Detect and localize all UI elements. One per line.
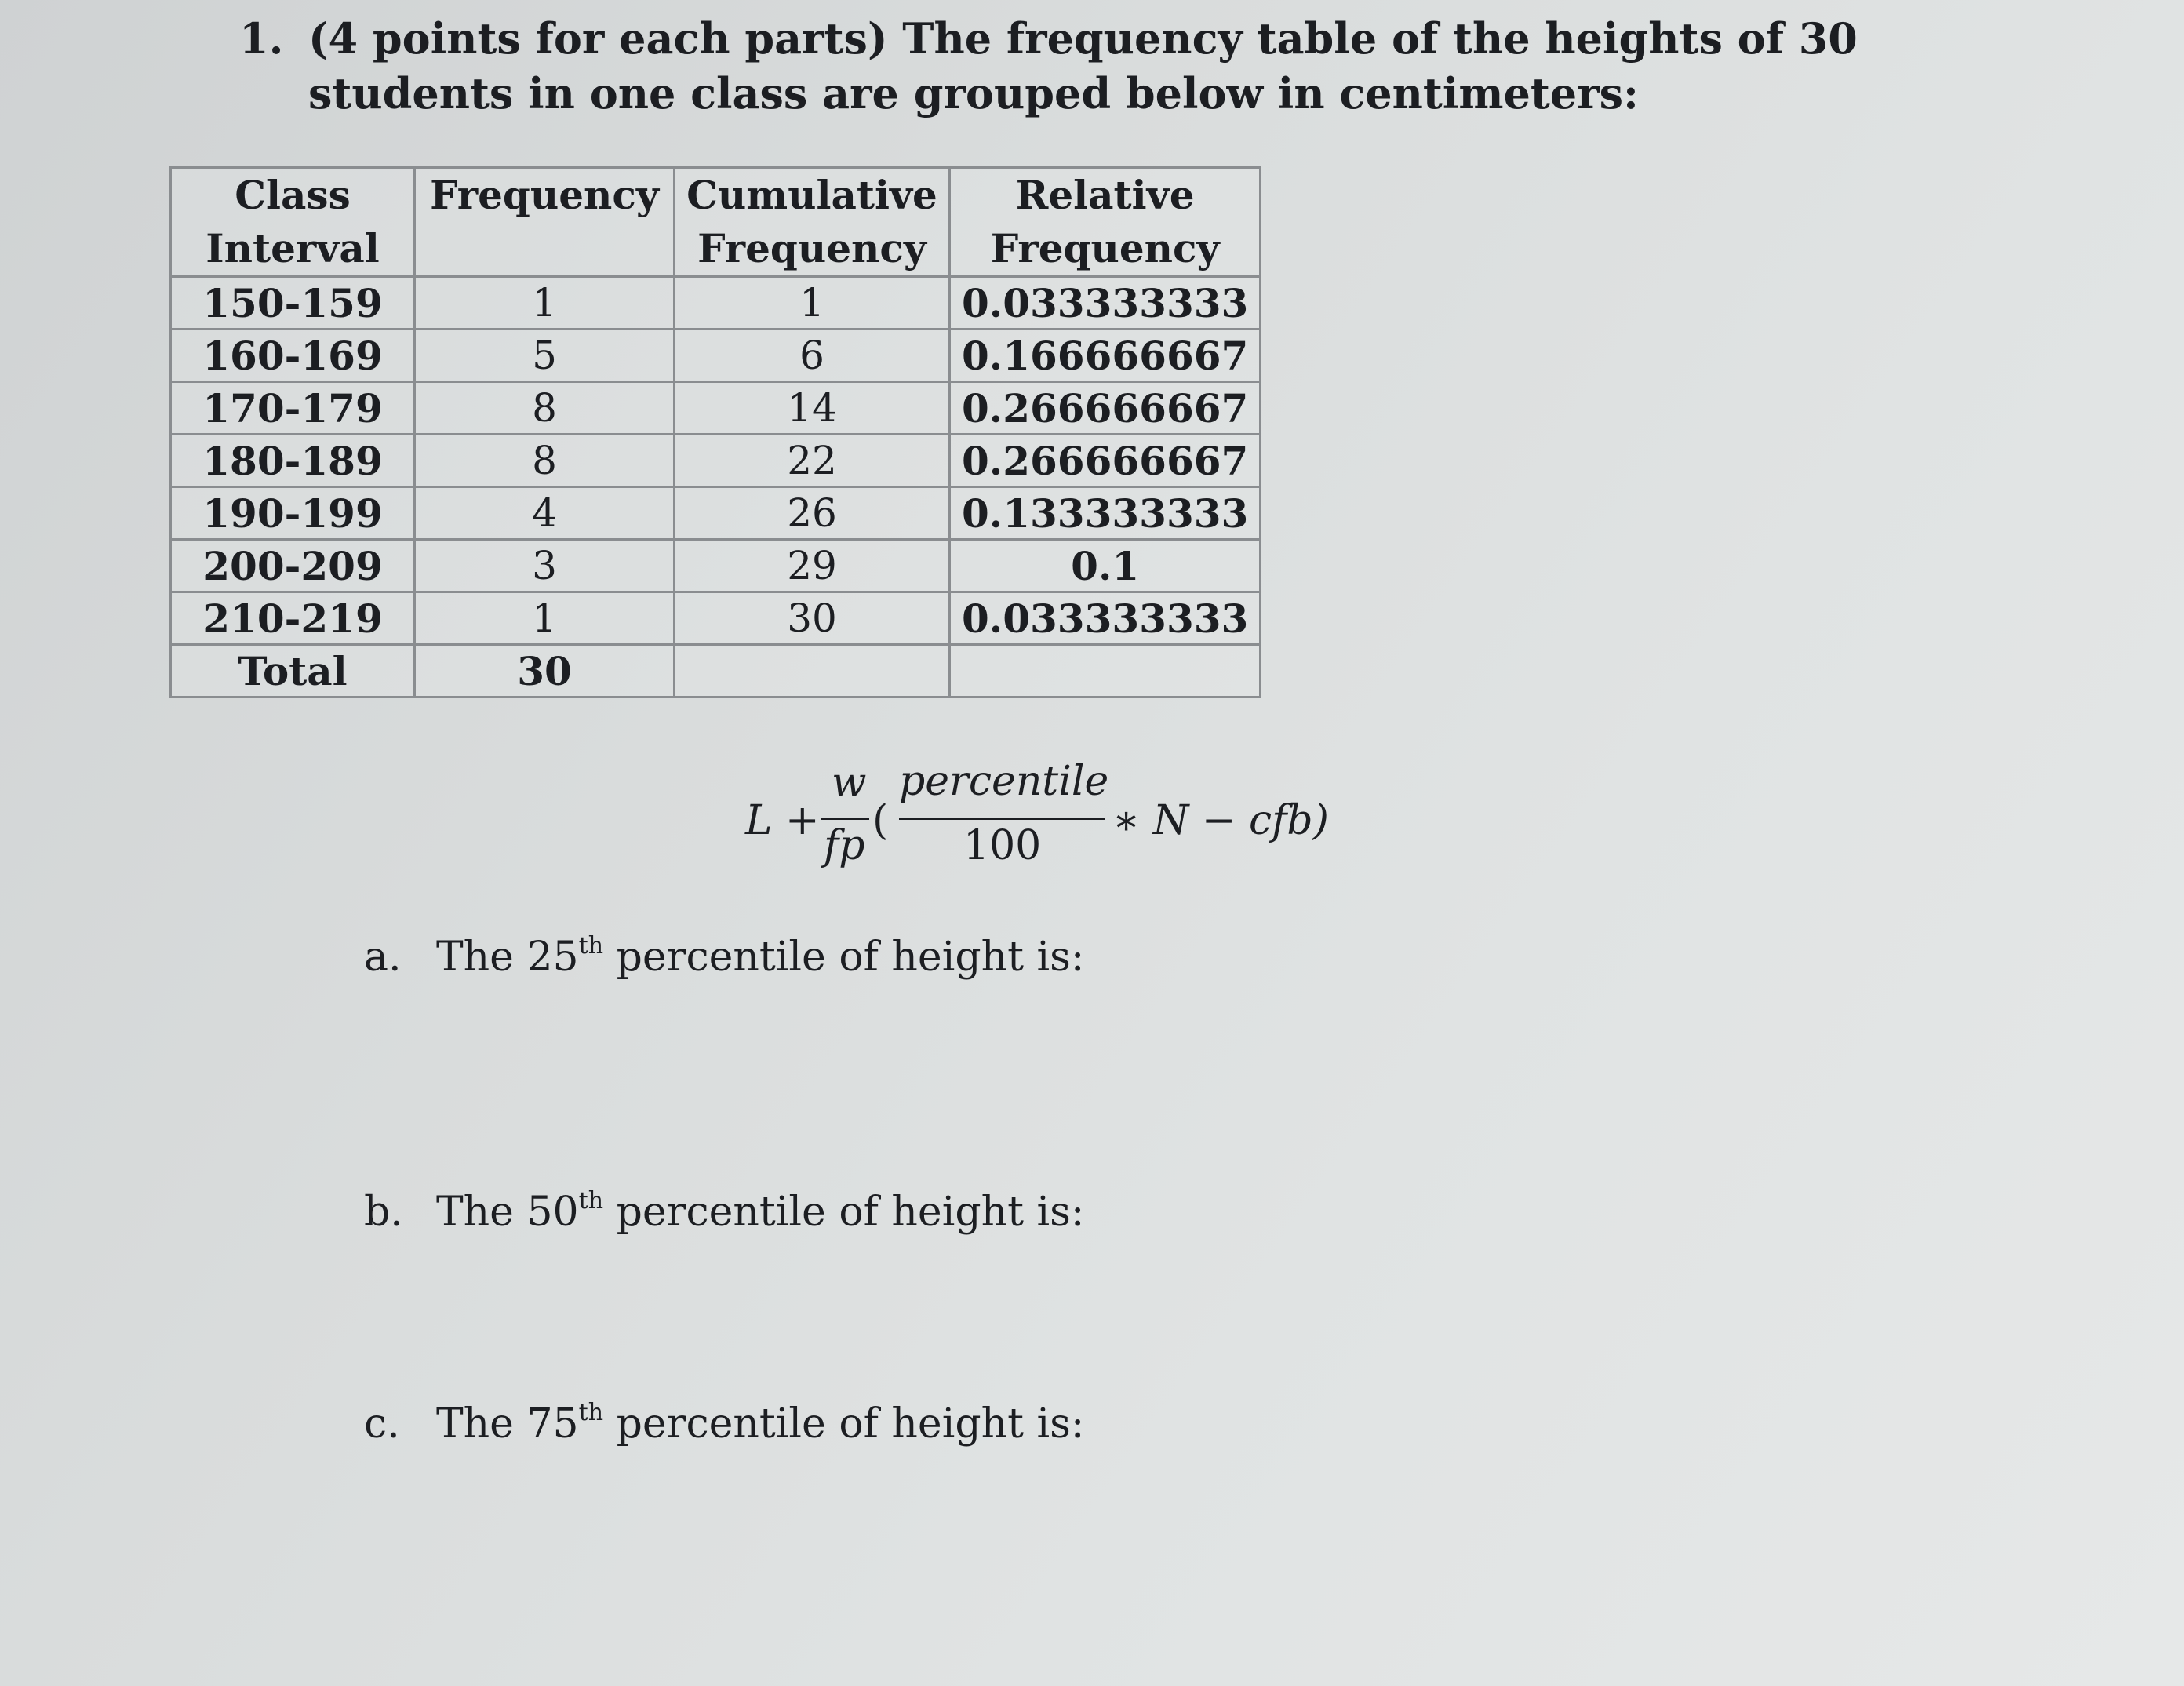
table-total-row <box>171 645 1261 697</box>
part-letter: a. <box>364 934 402 981</box>
table-row <box>171 592 1261 645</box>
class-interval-cell: 200-209 <box>171 540 415 592</box>
relative-frequency-cell: 0.133333333 <box>950 487 1261 540</box>
relative-frequency-cell: 0.033333333 <box>950 592 1261 645</box>
part-letter: b. <box>364 1189 403 1236</box>
cumulative-frequency-cell: 30 <box>675 592 950 645</box>
formula-fp: fp <box>824 822 865 869</box>
formula-fraction-bar-2 <box>899 818 1105 820</box>
relative-frequency-cell: 0.166666667 <box>950 330 1261 382</box>
frequency-cell: 5 <box>415 330 675 382</box>
total-label-cell: Total <box>171 645 415 697</box>
header-cumulative-frequency: Cumulative Frequency <box>675 168 950 277</box>
frequency-table <box>169 166 1261 698</box>
frequency-cell: 3 <box>415 540 675 592</box>
formula-open-paren: ( <box>872 797 889 844</box>
part-a: a. The 25th percentile of height is: <box>364 932 1085 981</box>
part-c: c. The 75th percentile of height is: <box>364 1399 1085 1447</box>
formula-lead: L + <box>745 797 820 844</box>
total-cumulative-cell <box>675 645 950 697</box>
question-heading <box>239 11 2044 121</box>
frequency-cell: 8 <box>415 382 675 435</box>
part-b: b. The 50th percentile of height is: <box>364 1187 1085 1236</box>
formula-w: w <box>832 759 867 807</box>
total-relative-cell <box>950 645 1261 697</box>
relative-frequency-cell: 0.266666667 <box>950 435 1261 487</box>
relative-frequency-cell: 0.1 <box>950 540 1261 592</box>
table-row <box>171 487 1261 540</box>
formula-percentile: percentile <box>899 758 1109 805</box>
question-number: 1. <box>239 13 284 64</box>
frequency-cell: 1 <box>415 592 675 645</box>
class-interval-cell: 210-219 <box>171 592 415 645</box>
frequency-cell: 4 <box>415 487 675 540</box>
frequency-cell: 8 <box>415 435 675 487</box>
cumulative-frequency-cell: 6 <box>675 330 950 382</box>
class-interval-cell: 170-179 <box>171 382 415 435</box>
header-relative-frequency: Relative Frequency <box>950 168 1261 277</box>
formula-tail: ∗ N − cfb) <box>1112 797 1329 844</box>
class-interval-cell: 160-169 <box>171 330 415 382</box>
frequency-cell: 1 <box>415 277 675 330</box>
cumulative-frequency-cell: 1 <box>675 277 950 330</box>
cumulative-frequency-cell: 26 <box>675 487 950 540</box>
class-interval-cell: 180-189 <box>171 435 415 487</box>
class-interval-cell: 150-159 <box>171 277 415 330</box>
cumulative-frequency-cell: 14 <box>675 382 950 435</box>
cumulative-frequency-cell: 29 <box>675 540 950 592</box>
cumulative-frequency-cell: 22 <box>675 435 950 487</box>
table-row <box>171 277 1261 330</box>
formula-fraction-bar-1 <box>821 818 869 820</box>
header-class-interval: Class Interval <box>171 168 415 277</box>
header-frequency: Frequency <box>415 168 675 277</box>
part-letter: c. <box>364 1400 400 1447</box>
percentile-formula <box>745 758 1341 888</box>
table-row <box>171 435 1261 487</box>
formula-hundred: 100 <box>963 822 1042 869</box>
table-header-row <box>171 168 1261 277</box>
table-row <box>171 382 1261 435</box>
table-row <box>171 330 1261 382</box>
table-row <box>171 540 1261 592</box>
total-frequency-cell: 30 <box>415 645 675 697</box>
relative-frequency-cell: 0.266666667 <box>950 382 1261 435</box>
relative-frequency-cell: 0.033333333 <box>950 277 1261 330</box>
class-interval-cell: 190-199 <box>171 487 415 540</box>
question-text: (4 points for each parts) The frequency table of the heights of 30 students in one class are grouped below in centimeters: <box>308 13 1858 118</box>
